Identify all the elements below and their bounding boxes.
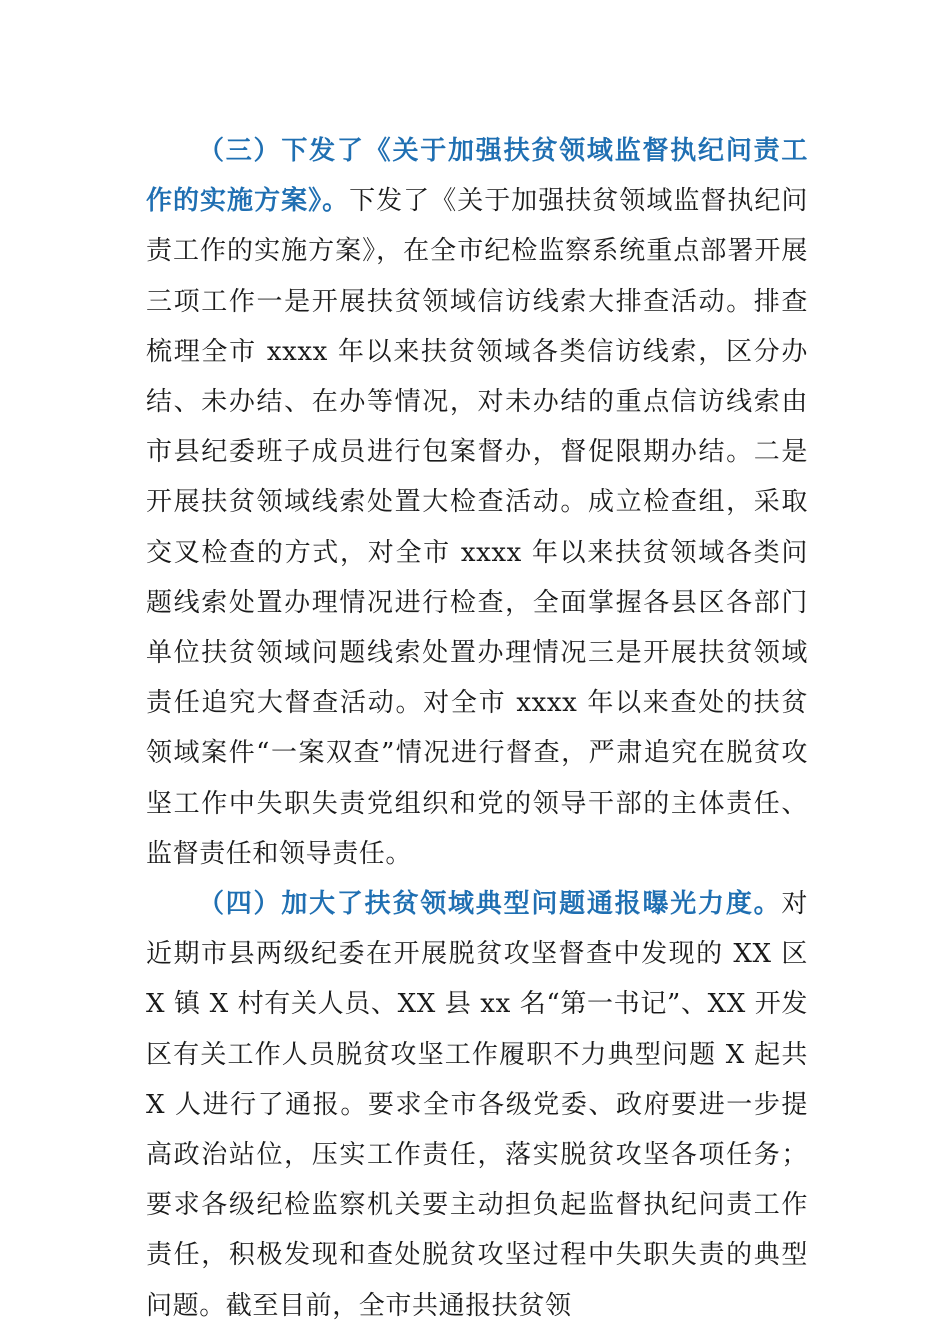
document-content — [146, 126, 808, 1331]
section-four-heading: （四）加大了扶贫领域典型问题通报曝光力度。 — [198, 889, 782, 920]
section-three-paragraph — [146, 126, 808, 879]
section-four-body: 对近期市县两级纪委在开展脱贫攻坚督查中发现的 XX 区 X 镇 X 村有关人员、XX 县 xx 名“第一书记”、XX 开发区有关工作人员脱贫攻坚工作履职不力典型问题 X 起共 X 人进行了通报。要求全市各级党委、政府要进一步提高政治站位，压实工作责任，落实脱贫攻坚各项任务；要求各级纪检监察机关要主动担负起监督执纪问责工作责任，积极发现和查处脱贫攻坚过程中失职失责的典型问题。截至目前，全市共通报扶贫领 — [146, 889, 808, 1321]
section-four-paragraph — [146, 879, 808, 1331]
section-three-body: 下发了《关于加强扶贫领域监督执纪问责工作的实施方案》，在全市纪检监察系统重点部署开展三项工作一是开展扶贫领域信访线索大排查活动。排查梳理全市 xxxx 年以来扶贫领域各类信访线索，区分办结、未办结、在办等情况，对未办结的重点信访线索由市县纪委班子成员进行包案督办，督促限期办结。二是开展扶贫领域线索处置大检查活动。成立检查组，采取交叉检查的方式，对全市 xxxx 年以来扶贫领域各类问题线索处置办理情况进行检查，全面掌握各县区各部门单位扶贫领域问题线索处置办理情况三是开展扶贫领域责任追究大督查活动。对全市 xxxx 年以来查处的扶贫领域案件“一案双查”情况进行督查，严肃追究在脱贫攻坚工作中失职失责党组织和党的领导干部的主体责任、监督责任和领导责任。 — [146, 186, 808, 869]
section-three-heading: （三）下发了《关于加强扶贫领域监督执纪问责工作的实施方案》。 — [146, 136, 808, 217]
